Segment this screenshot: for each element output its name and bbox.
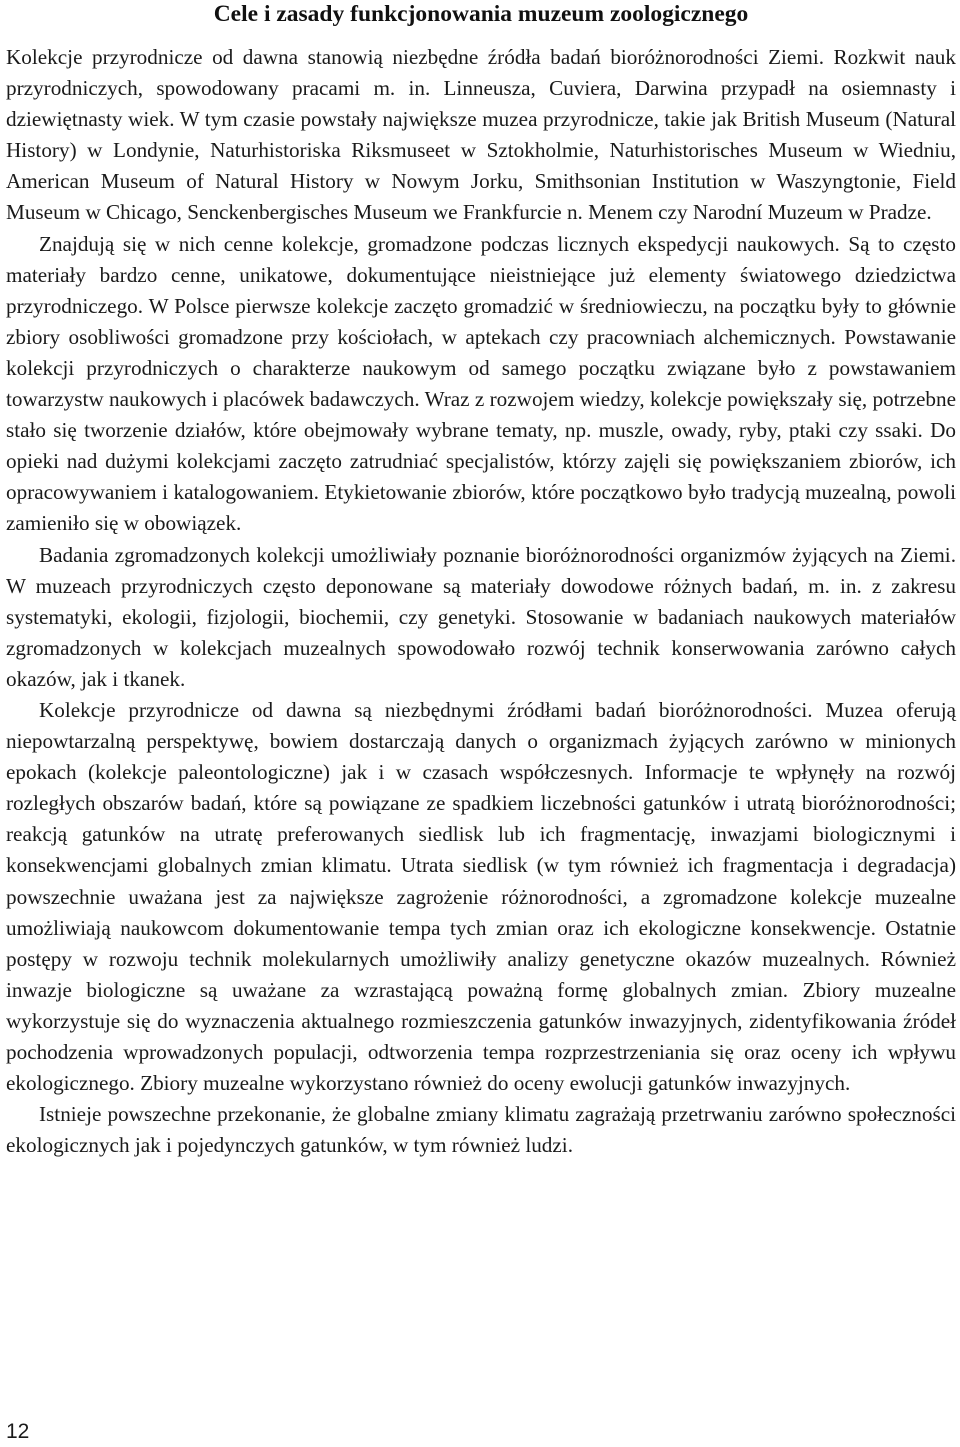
paragraph-4: Kolekcje przyrodnicze od dawna są niezbędnymi źródłami badań bioróżnorodności. Muzea oferują niepowtarzalną perspektywę, bowiem dostarczają danych o organizmach żyjących zarówno w minionych epokach (kolekcje paleontologiczne) jak i w czasach współczesnych. Informacje te wpłynęły na rozwój rozległych obszarów badań, które są powiązane ze spadkiem liczebności gatunków i utratą bioróżnorodności; reakcją gatunków na utratę preferowanych siedlisk lub ich fragmentację, inwazjami biologicznymi i konsekwencjami globalnych zmian klimatu. Utrata siedlisk (w tym również ich fragmentacja i degradacja) powszechnie uważana jest za największe zagrożenie różnorodności, a zgromadzone kolekcje muzealne umożliwiają naukowcom dokumentowanie tempa tych zmian oraz ich ekologiczne konsekwencje. Ostatnie postępy w rozwoju technik molekularnych umożliwiły analizy genetyczne okazów muzealnych. Również inwazje biologiczne są uważane za wzrastającą poważną formę globalnych zmian. Zbiory muzealne wykorzystuje się do wyznaczenia aktualnego rozmieszczenia gatunków inwazyjnych, zidentyfikowania źródeł pochodzenia wprowadzonych populacji, odtworzenia tempa rozprzestrzeniania się oraz oceny ich wpływu ekologicznego. Zbiory muzealne wykorzystano również do oceny ewolucji gatunków inwazyjnych. — [6, 697, 956, 1096]
paragraph-5: Istnieje powszechne przekonanie, że globalne zmiany klimatu zagrażają przetrwaniu zarówno społeczności ekologicznych jak i pojedynczych gatunków, w tym również ludzi. — [6, 1102, 956, 1158]
paragraph-3: Badania zgromadzonych kolekcji umożliwiały poznanie bioróżnorodności organizmów żyjących na Ziemi. W muzeach przyrodniczych często deponowane są materiały dowodowe różnych badań, m. in. z zakresu systematyki, ekologii, fizjologii, biochemii, czy genetyki. Stosowanie w badaniach naukowych materiałów zgromadzonych w kolekcjach muzealnych spowodowało rozwój technik konserwowania zarówno całych okazów, jak i tkanek. — [6, 542, 956, 691]
body-text — [6, 42, 956, 1161]
document-page — [6, 0, 956, 1447]
paragraph-1: Kolekcje przyrodnicze od dawna stanowią niezbędne źródła badań bioróżnorodności Ziemi. Rozkwit nauk przyrodniczych, spowodowany pracami m. in. Linneusza, Cuviera, Darwina przypadł na osiemnasty i dziewiętnasty wiek. W tym czasie powstały największe muzea przyrodnicze, takie jak British Museum (Natural History) w Londynie, Naturhistoriska Riksmuseet w Sztokholmie, Naturhistorisches Museum w Wiedniu, American Museum of Natural History w Nowym Jorku, Smithsonian Institution w Waszyngtonie, Field Museum w Chicago, Senckenbergisches Museum we Frankfurcie n. Menem czy Narodní Muzeum w Pradze. — [6, 45, 956, 225]
page-title: Cele i zasady funkcjonowania muzeum zoologicznego — [213, 1, 749, 27]
page-number: 12 — [6, 1420, 30, 1443]
paragraph-2: Znajdują się w nich cenne kolekcje, gromadzone podczas licznych ekspedycji naukowych. Są to często materiały bardzo cenne, unikatowe, dokumentujące nieistniejące już elementy światowego dziedzictwa przyrodniczego. W Polsce pierwsze kolekcje zaczęto gromadzić w średniowieczu, na początku były to głównie zbiory osobliwości gromadzone przy kościołach, w aptekach czy pracowniach alchemicznych. Powstawanie kolekcji przyrodniczych o charakterze naukowym od samego początku związane było z powstawaniem towarzystw naukowych i placówek badawczych. Wraz z rozwojem wiedzy, kolekcje powiększały się, potrzebne stało się tworzenie działów, które obejmowały wybrane tematy, np. muszle, owady, ryby, ptaki czy ssaki. Do opieki nad dużymi kolekcjami zaczęto zatrudniać specjalistów, którzy zajęli się powiększaniem zbiorów, ich opracowywaniem i katalogowaniem. Etykietowanie zbiorów, które początkowo było tradycją muzealną, powoli zamieniło się w obowiązek. — [6, 231, 956, 536]
